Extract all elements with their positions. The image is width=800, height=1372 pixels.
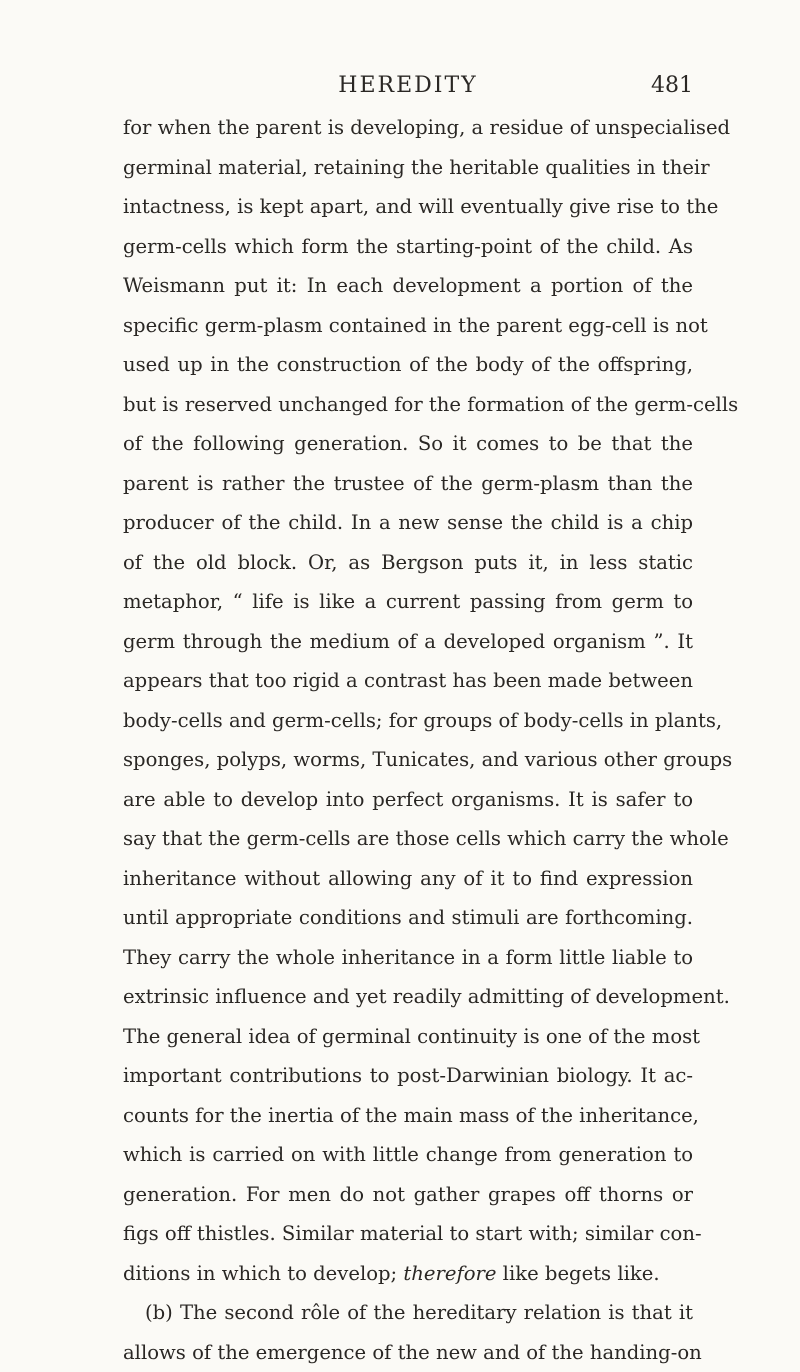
text-line-end: like begets like. [496, 1262, 659, 1285]
text-line: for when the parent is developing, a residue of unspecialised [123, 108, 693, 148]
text-line: used up in the construction of the body of the offspring, [123, 345, 693, 385]
page-number: 481 [651, 66, 693, 106]
text-line: body-cells and germ-cells; for groups of body-cells in plants, [123, 701, 693, 741]
text-line: allows of the emergence of the new and of the handing-on [123, 1333, 693, 1372]
text-line: germ-cells which form the starting-point of the child. As [123, 227, 693, 267]
text-line: but is reserved unchanged for the formation of the germ-cells [123, 385, 693, 425]
text-line: sponges, polyps, worms, Tunicates, and various other groups [123, 740, 693, 780]
text-line: inheritance without allowing any of it to find expression [123, 859, 693, 899]
text-line: The general idea of germinal continuity is one of the most [123, 1017, 693, 1057]
text-line: producer of the child. In a new sense the child is a chip [123, 503, 693, 543]
italic-emphasis: therefore [403, 1262, 496, 1285]
running-head [123, 66, 693, 106]
text-line: figs off thistles. Similar material to start with; similar con- [123, 1214, 693, 1254]
text-line: germinal material, retaining the heritable qualities in their [123, 148, 693, 188]
text-line: They carry the whole inheritance in a form little liable to [123, 938, 693, 978]
text-line: until appropriate conditions and stimuli are forthcoming. [123, 898, 693, 938]
text-line: germ through the medium of a developed organism ”. It [123, 622, 693, 662]
text-line: of the old block. Or, as Bergson puts it, in less static [123, 543, 693, 583]
text-line: are able to develop into perfect organisms. It is safer to [123, 780, 693, 820]
text-line: parent is rather the trustee of the germ-plasm than the [123, 464, 693, 504]
text-line: Weismann put it: In each development a portion of the [123, 266, 693, 306]
text-line: extrinsic influence and yet readily admitting of development. [123, 977, 693, 1017]
text-line: important contributions to post-Darwinian biology. It ac- [123, 1056, 693, 1096]
text-line: of the following generation. So it comes to be that the [123, 424, 693, 464]
text-line: (b) The second rôle of the hereditary relation is that it [123, 1293, 693, 1333]
text-line: generation. For men do not gather grapes off thorns or [123, 1175, 693, 1215]
text-line: intactness, is kept apart, and will eventually give rise to the [123, 187, 693, 227]
text-line-start: ditions in which to develop; [123, 1262, 397, 1285]
paragraph-end-line [123, 1254, 693, 1294]
text-line: metaphor, “ life is like a current passing from germ to [123, 582, 693, 622]
text-line: which is carried on with little change from generation to [123, 1135, 693, 1175]
body-text [123, 108, 693, 1372]
text-line: specific germ-plasm contained in the parent egg-cell is not [123, 306, 693, 346]
text-line: appears that too rigid a contrast has been made between [123, 661, 693, 701]
text-line: counts for the inertia of the main mass of the inheritance, [123, 1096, 693, 1136]
text-line: say that the germ-cells are those cells which carry the whole [123, 819, 693, 859]
running-title: HEREDITY [123, 66, 693, 106]
